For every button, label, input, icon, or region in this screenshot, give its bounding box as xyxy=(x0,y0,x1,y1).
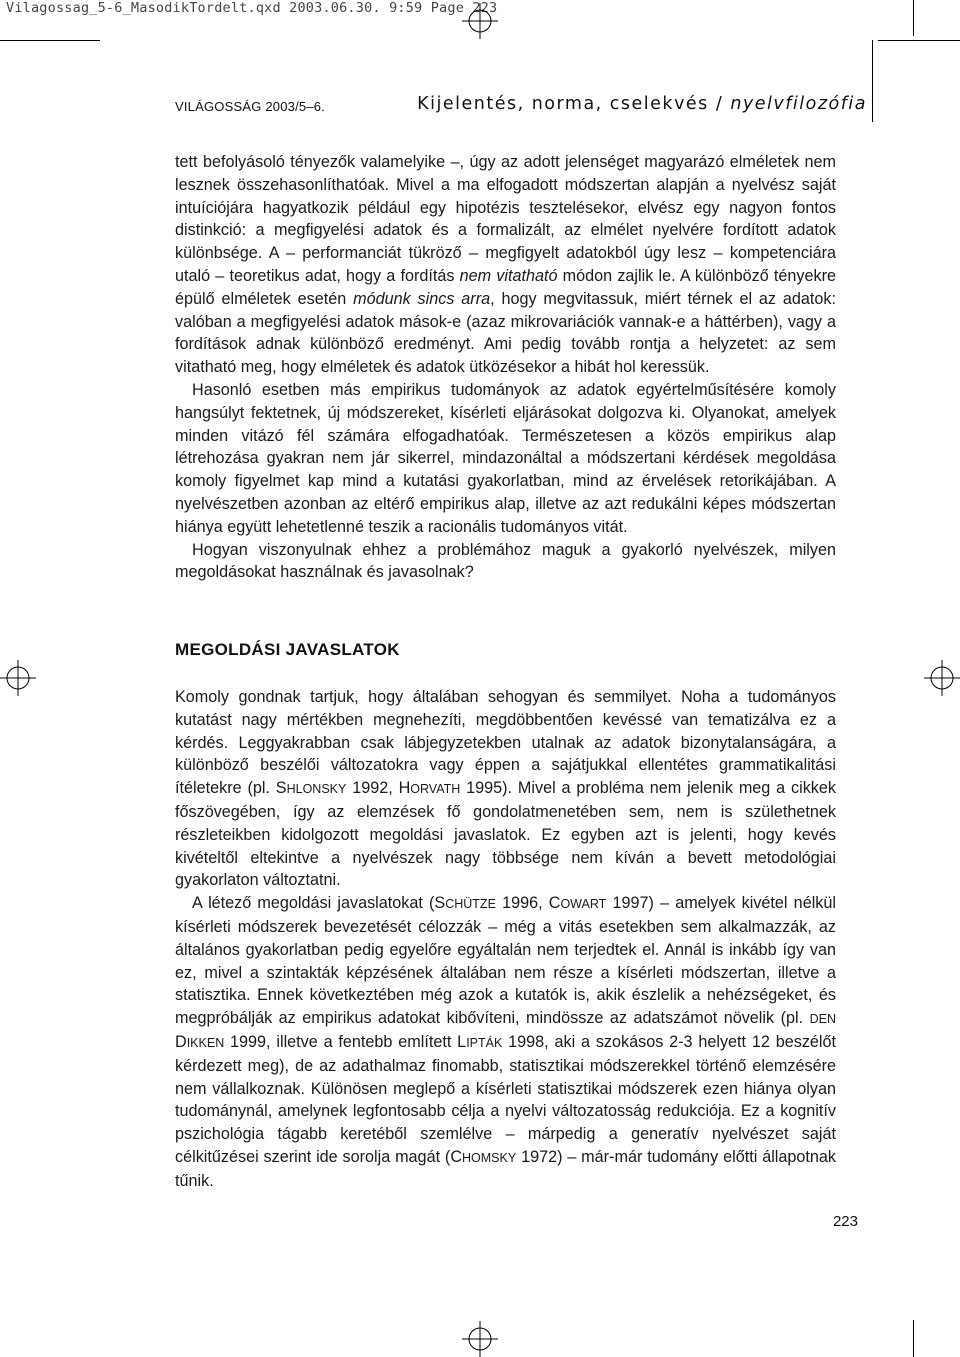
crop-mark-top-right-vertical xyxy=(913,0,914,36)
registration-mark-bottom xyxy=(462,1321,498,1357)
body-text-upper xyxy=(175,151,836,584)
topic-italic: nyelvfilozófia xyxy=(730,94,867,114)
crop-mark-top-left xyxy=(0,40,100,41)
body-text-lower xyxy=(175,686,836,1193)
section-topic xyxy=(417,94,867,114)
topic-regular: Kijelentés, norma, cselekvés / xyxy=(417,94,731,114)
journal-name: VILÁGOSSÁG 2003/5–6. xyxy=(175,99,325,114)
section-heading: MEGOLDÁSI JAVASLATOK xyxy=(175,640,400,659)
page-number: 223 xyxy=(832,1213,858,1230)
paragraph: Hogyan viszonyulnak ehhez a problémához maguk a gyakorló nyelvészek, milyen megoldásokat használnak és javasolnak? xyxy=(175,540,836,582)
registration-mark-top xyxy=(462,3,498,39)
paragraph: Komoly gondnak tartjuk, hogy általában sehogyan és semmilyet. Noha a tudományos kutatást nagy mértékben megnehezíti, megdöbbentően kevéssé van tematizálva ez a kérdés. Leggyakrabban csak lábjegyzetekben utalnak az adatok bizonytalanságára, a különböző beszélői változatokra vagy éppen a sajátjukkal ellentétes grammatikalitási ítéletekre (pl. SHLONSKY 1992, HORVATH 1995). Mivel a probléma nem jelenik meg a cikkek főszövegében, így az elemzések fő gondolatmenetében sem, nem is születhetnek részleteikben kidolgozott megoldási javaslatok. Ez egyben azt is jelenti, hogy kevés kivételtől eltekintve a nyelvészek nagy többsége nem kíván a bevett metodológiai gyakorlaton változtatni. xyxy=(175,688,836,890)
crop-mark-top-right-horizontal xyxy=(878,40,960,41)
registration-mark-left xyxy=(0,660,36,696)
crop-mark-bottom-right-vertical xyxy=(913,1320,914,1357)
header-vertical-rule xyxy=(872,40,873,122)
paragraph: tett befolyásoló tényezők valamelyike –, úgy az adott jelenséget magyarázó elméletek nem lesznek összehasonlíthatóak. Mivel a ma elfogadott módszertan alapján a nyelvész saját intuíciójára hagyatkozik például egy hipotézis tesztelésekor, elvész egy nagyon fontos distinkció: a megfigyelési adatok és a formalizált, az elmélet nyelvére fordított adatok különbsége. A – performanciát tükröző – megfigyelt adatokból úgy lesz – kompetenciára utaló – teoretikus adat, hogy a fordítás nem vitatható módon zajlik le. A különböző tényekre épülő elméletek esetén módunk sincs arra, hogy megvitassuk, miért térnek el az adatok: valóban a megfigyelési adatok mások-e (azaz mikrovariációk vannak-e a háttérben), vagy a fordítások adnak különböző eredményt. Ami pedig tovább rontja a helyzetet: az sem vitatható meg, hogy elméletek és adatok ütközésekor a hibát hol keressük. xyxy=(175,153,836,377)
registration-mark-right xyxy=(924,660,960,696)
paragraph: Hasonló esetben más empirikus tudományok az adatok egyértelműsítésére komoly hangsúlyt fektetnek, új módszereket, kísérleti eljárásokat dolgozva ki. Olyanokat, amelyek minden vitázó fél számára elfogadhatóak. Természetesen a közös empirikus alap létrehozása gyakran nem jár sikerrel, mindazonáltal a módszertani kérdések megoldása komoly figyelmet kap mind a kutatási gyakorlatban, mind az érvelések retorikájában. A nyelvészetben azonban az eltérő empirikus alap, illetve az azt redukálni képes módszertan hiánya együtt lehetetlenné teszik a racionális tudományos vitát. xyxy=(175,380,836,536)
printer-slug: Vilagossag_5-6_MasodikTordelt.qxd 2003.06.30. 9:59 Page 223 xyxy=(6,0,498,16)
paragraph: A létező megoldási javaslatokat (SCHÜTZE 1996, COWART 1997) – amelyek kivétel nélkül kísérleti módszerek bevezetését célozzák – még a vitás esetekben sem alkalmazzák, az általános gyakorlatban pedig egyelőre egyáltalán nem terjedtek el. Annál is inkább így van ez, mivel a szintakták képzésének általában nem része a kísérleti módszertan, illetve a statisztika. Ennek következtében még azok a kutatók is, akik észlelik a nehézségeket, és megpróbálják az empirikus adatokat kibővíteni, mindössze az adatszámot növelik (pl. DEN DIKKEN 1999, illetve a fentebb említett LIPTÁK 1998, aki a szokásos 2-3 helyett 12 beszélőt kérdezett meg), de az adathalmaz finomabb, statisztikai módszerekkel történő elemzésére nem vállalkoznak. Különösen meglepő a kísérleti statisztikai módszerek ezen hiánya olyan tudománynál, amelynek legfontosabb célja a nyelvi változatosság redukciója. Ez a kognitív pszichológia tágabb keretéből szemlélve – márpedig a generatív nyelvészet saját célkitűzései szerint ide sorolja magát (CHOMSKY 1972) – már-már tudomány előtti állapotnak tűnik. xyxy=(175,894,837,1190)
